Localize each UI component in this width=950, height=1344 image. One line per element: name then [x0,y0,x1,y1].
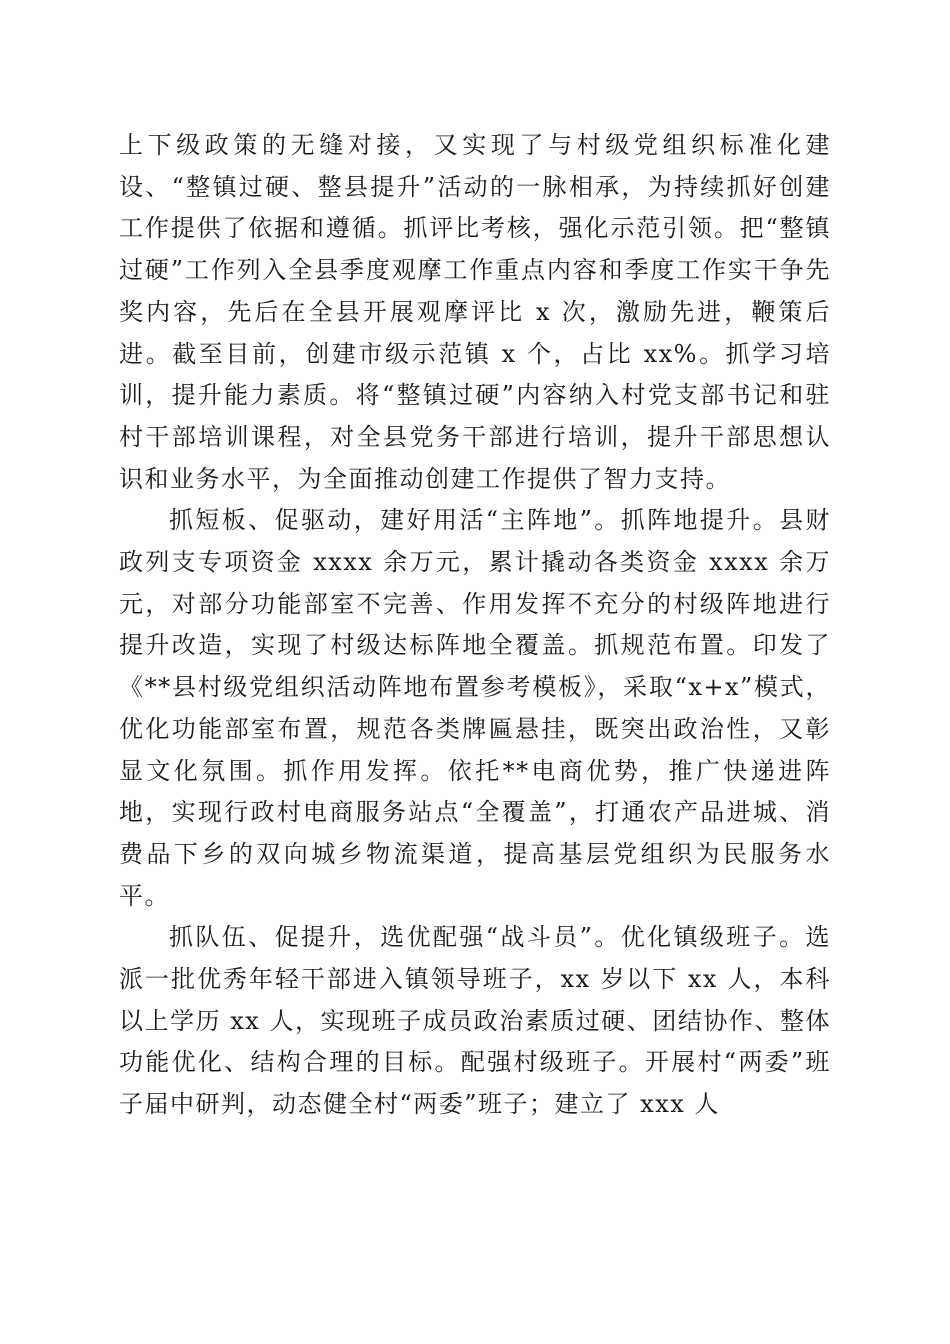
paragraph-team-building: 抓队伍、促提升，选优配强“战斗员”。优化镇级班子。选派一批优秀年轻干部进入镇领导班子，xx 岁以下 xx 人，本科以上学历 xx 人，实现班子成员政治素质过硬、团结协作、整体功能优化、结构合理的目标。配强村级班子。开展村“两委”班子届中研判，动态健全村“两委”班子；建立了 xxx 人 [119,923,831,1119]
document-body [119,125,831,1126]
paragraph-position-building: 抓短板、促驱动，建好用活“主阵地”。抓阵地提升。县财政列支专项资金 xxxx 余万元，累计撬动各类资金 xxxx 余万元，对部分功能部室不完善、作用发挥不充分的村级阵地进行提升改造，实现了村级达标阵地全覆盖。抓规范布置。印发了《**县村级党组织活动阵地布置参考模板》，采取“x+x”模式，优化功能部室布置，规范各类牌匾悬挂，既突出政治性，又彰显文化氛围。抓作用发挥。依托**电商优势，推广快递进阵地，实现行政村电商服务站点“全覆盖”，打通农产品进城、消费品下乡的双向城乡物流渠道，提高基层党组织为民服务水平。 [119,506,831,910]
paragraph-policy-training: 上下级政策的无缝对接，又实现了与村级党组织标准化建设、“整镇过硬、整县提升”活动的一脉相承，为持续抓好创建工作提供了依据和遵循。抓评比考核，强化示范引领。把“整镇过硬”工作列入全县季度观摩工作重点内容和季度工作实干争先奖内容，先后在全县开展观摩评比 x 次，激励先进，鞭策后进。截至目前，创建市级示范镇 x 个，占比 xx%。抓学习培训，提升能力素质。将“整镇过硬”内容纳入村党支部书记和驻村干部培训课程，对全县党务干部进行培训，提升干部思想认识和业务水平，为全面推动创建工作提供了智力支持。 [119,131,831,493]
